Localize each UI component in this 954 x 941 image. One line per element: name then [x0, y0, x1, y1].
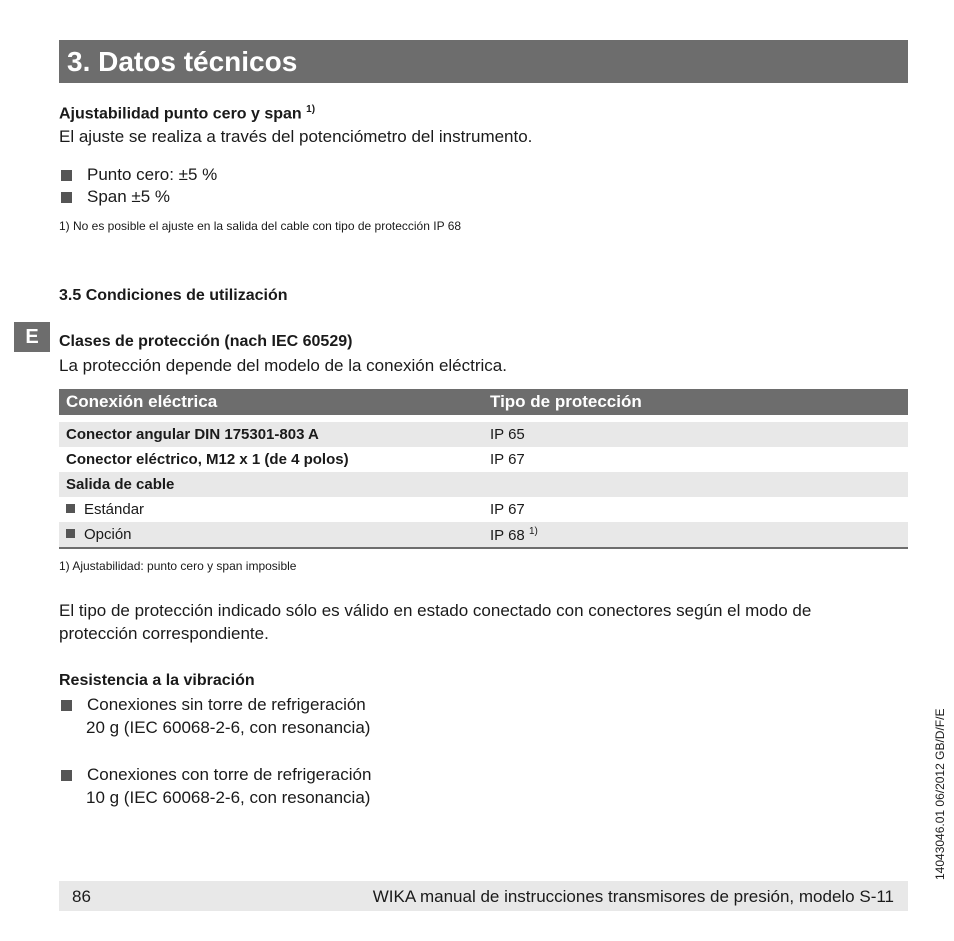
list-item-text: Conexiones sin torre de refrigeración — [87, 695, 366, 714]
zero-span-heading — [59, 104, 315, 123]
table-cell: Conector eléctrico, M12 x 1 (de 4 polos) — [66, 451, 349, 468]
list-item — [61, 165, 217, 185]
list-item — [61, 765, 371, 785]
protection-footnote: 1) Ajustabilidad: punto cero y span imposible — [59, 559, 297, 573]
protection-table — [59, 389, 908, 549]
square-bullet-icon — [61, 170, 72, 181]
table-cell: IP 67 — [490, 501, 525, 518]
language-tab: E — [14, 322, 50, 352]
zero-span-footnote: 1) No es posible el ajuste en la salida del cable con tipo de protección IP 68 — [59, 219, 462, 233]
document-code: 14043046.01 06/2012 GB/D/F/E — [933, 708, 947, 880]
page-header — [59, 40, 908, 83]
table-cell: IP 67 — [490, 451, 525, 468]
list-item-subtext: 20 g (IEC 60068-2-6, con resonancia) — [86, 718, 371, 737]
page-title: 3. Datos técnicos — [67, 46, 298, 77]
list-item — [61, 187, 170, 207]
table-header-row — [59, 389, 908, 415]
vibration-heading: Resistencia a la vibración — [59, 672, 255, 689]
zero-span-text: El ajuste se realiza a través del potenciómetro del instrumento. — [59, 127, 533, 146]
table-cell — [66, 501, 144, 518]
list-item-text: Conexiones con torre de refrigeración — [87, 765, 372, 784]
zero-span-heading-text: Ajustabilidad punto cero y span — [59, 105, 302, 123]
protection-text: La protección depende del modelo de la conexión eléctrica. — [59, 356, 507, 375]
table-cell — [490, 526, 538, 544]
square-bullet-icon — [61, 770, 72, 781]
table-cell: Conector angular DIN 175301-803 A — [66, 426, 319, 443]
list-item-subtext: 10 g (IEC 60068-2-6, con resonancia) — [86, 788, 371, 807]
table-cell-sup: 1) — [528, 526, 538, 537]
protection-heading: Clases de protección (nach IEC 60529) — [59, 333, 353, 350]
square-bullet-icon — [61, 700, 72, 711]
zero-span-heading-sup: 1) — [306, 104, 316, 115]
table-cell: Salida de cable — [66, 476, 175, 493]
protection-note-line2: protección correspondiente. — [59, 624, 269, 643]
table-cell-text: Opción — [84, 526, 132, 543]
footer-text: WIKA manual de instrucciones transmisores de presión, modelo S-11 — [372, 887, 894, 906]
table-header-protection: Tipo de protección — [490, 392, 642, 411]
table-cell-text: IP 68 — [490, 527, 525, 544]
list-item-text: Span ±5 % — [87, 187, 171, 206]
table-row — [59, 497, 908, 522]
table-row — [59, 472, 908, 497]
table-row — [59, 522, 908, 547]
list-item-text: Punto cero: ±5 % — [87, 165, 218, 184]
square-bullet-icon — [66, 529, 75, 538]
page-number: 86 — [72, 887, 91, 906]
protection-note-line1: El tipo de protección indicado sólo es válido en estado conectado con conectores según el modo de — [59, 601, 812, 620]
list-item — [61, 695, 366, 715]
table-cell-text: Estándar — [84, 501, 145, 518]
table-cell: IP 65 — [490, 426, 525, 443]
table-row — [59, 422, 908, 447]
square-bullet-icon — [66, 504, 75, 513]
section-heading: 3.5 Condiciones de utilización — [59, 287, 288, 304]
table-row — [59, 447, 908, 472]
table-cell — [66, 526, 132, 543]
table-header-connection: Conexión eléctrica — [66, 392, 218, 411]
page-footer — [59, 881, 908, 911]
square-bullet-icon — [61, 192, 72, 203]
